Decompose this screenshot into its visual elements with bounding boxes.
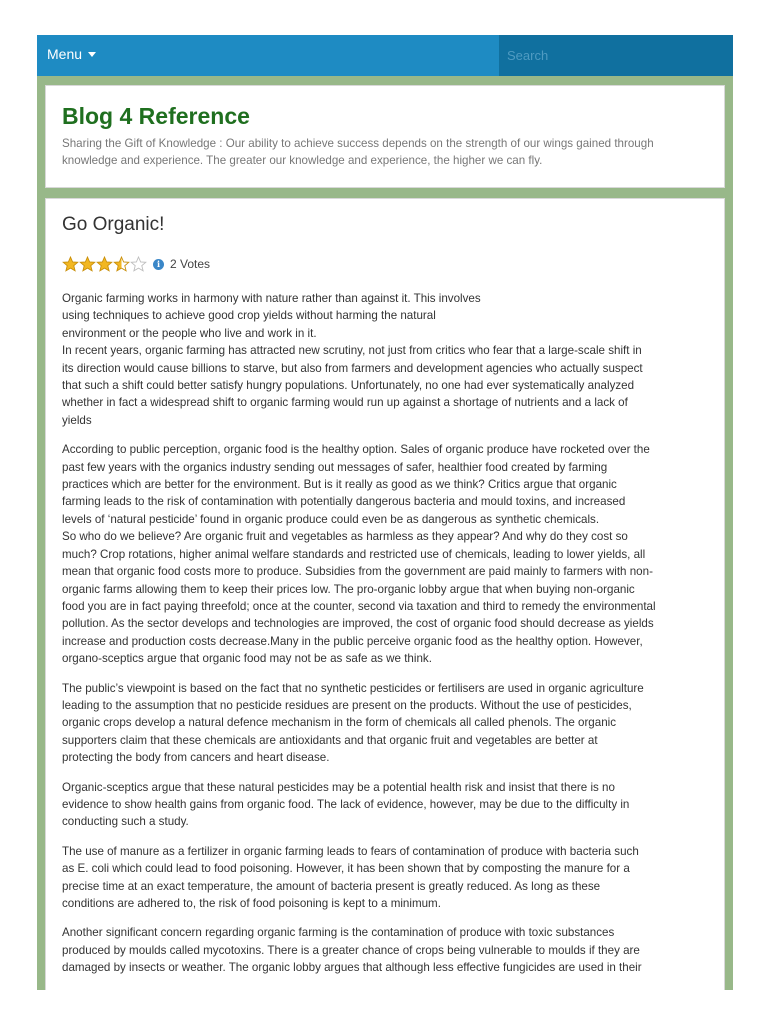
- paragraph-line: leading to the assumption that no pesticide residues are present on the products. Without the use of pesticides,: [62, 698, 632, 712]
- paragraph-line: as E. coli which could lead to food poisoning. However, it has been shown that by composting the manure for a: [62, 862, 630, 876]
- star-empty-icon[interactable]: [130, 256, 147, 272]
- post-paragraph: [62, 779, 708, 831]
- votes-count: 2 Votes: [170, 257, 211, 271]
- paragraph-line: produced by moulds called mycotoxins. There is a greater chance of crops being vulnerable to moulds if they are: [62, 943, 640, 957]
- caret-down-icon: [88, 52, 96, 57]
- top-navbar: [37, 35, 733, 76]
- paragraph-line: precise time at an exact temperature, the amount of bacteria present is greatly reduced. As long as these: [62, 879, 601, 893]
- site-description: [62, 135, 708, 169]
- stars-group[interactable]: [62, 256, 147, 272]
- post-card: [45, 198, 725, 990]
- star-filled-icon[interactable]: [79, 256, 96, 272]
- post-paragraph: [62, 843, 708, 913]
- paragraph-line: that such a shift could better satisfy hungry populations. Unfortunately, no one had ever systematically analyzed: [62, 379, 635, 393]
- paragraph-line: Organic-sceptics argue that these natural pesticides may be a potential health risk and insist that there is no: [62, 780, 615, 794]
- star-filled-icon[interactable]: [62, 256, 79, 272]
- search-input[interactable]: [499, 35, 733, 76]
- page-frame: [37, 35, 733, 990]
- post-body: [62, 290, 708, 977]
- paragraph-line: So who do we believe? Are organic fruit and vegetables as harmless as they appear? And why do they cost so: [62, 530, 628, 544]
- paragraph-line: yields: [62, 413, 92, 427]
- paragraph-line: organo-sceptics argue that organic food may not be as safe as we think.: [62, 652, 432, 666]
- paragraph-line: levels of ‘natural pesticide’ found in organic produce could even be as dangerous as synthetic chemicals.: [62, 512, 600, 526]
- paragraph-line: The public’s viewpoint is based on the fact that no synthetic pesticides or fertilisers are used in organic agriculture: [62, 681, 644, 695]
- site-description-line: knowledge and experience. The greater our knowledge and experience, the higher we can fly.: [62, 154, 543, 167]
- paragraph-line: The use of manure as a fertilizer in organic farming leads to fears of contamination of produce with bacteria such: [62, 844, 639, 858]
- paragraph-line: supporters claim that these chemicals are antioxidants and that organic fruit and vegetables are better at: [62, 733, 598, 747]
- post-title: Go Organic!: [62, 214, 165, 235]
- paragraph-line: mean that organic food costs more to produce. Subsidies from the government are paid mainly to farmers with non-: [62, 565, 653, 579]
- post-paragraph: [62, 441, 708, 667]
- star-filled-icon[interactable]: [96, 256, 113, 272]
- menu-button[interactable]: [47, 35, 96, 76]
- paragraph-line: damaged by insects or weather. The organic lobby argues that although less effective fungicides are used in their: [62, 961, 642, 975]
- paragraph-line: Organic farming works in harmony with nature rather than against it. This involves: [62, 292, 481, 305]
- site-header: [45, 85, 725, 188]
- post-paragraph: [62, 680, 708, 767]
- info-icon[interactable]: i: [153, 259, 164, 270]
- paragraph-line: According to public perception, organic food is the healthy option. Sales of organic produce have rocketed over the: [62, 443, 650, 457]
- paragraph-line: evidence to show health gains from organic food. The lack of evidence, however, may be due to the difficulty in: [62, 797, 630, 811]
- post-paragraph: [62, 290, 708, 429]
- paragraph-line: organic crops develop a natural defence mechanism in the form of chemicals all called phenols. The organic: [62, 716, 617, 730]
- paragraph-line: food you are in fact paying threefold; once at the counter, second via taxation and third to remedy the environmental: [62, 599, 656, 613]
- paragraph-line: much? Crop rotations, higher animal welfare standards and restricted use of chemicals, leading to lower yields, all: [62, 547, 646, 561]
- paragraph-line: increase and production costs decrease.Many in the public perceive organic food as the healthy option. However,: [62, 634, 643, 648]
- paragraph-line: its direction would cause billions to starve, but also from farmers and development agencies who actually suspect: [62, 361, 643, 375]
- paragraph-line: organic farms allowing them to keep their prices low. The pro-organic lobby argue that when buying non-organic: [62, 582, 635, 596]
- site-description-line: Sharing the Gift of Knowledge : Our ability to achieve success depends on the strength of our wings gained through: [62, 137, 654, 150]
- paragraph-line: whether in fact a widespread shift to organic farming would run up against a shortage of nutrients and a lack of: [62, 396, 628, 410]
- paragraph-line: protecting the body from cancers and heart disease.: [62, 751, 330, 765]
- paragraph-line: Another significant concern regarding organic farming is the contamination of produce with toxic substances: [62, 926, 615, 940]
- paragraph-line: past few years with the organics industry sending out messages of safer, healthier food created by farming: [62, 460, 608, 474]
- paragraph-line: pollution. As the sector develops and technologies are improved, the cost of organic food should decrease as yields: [62, 617, 654, 631]
- paragraph-line: conducting such a study.: [62, 815, 189, 829]
- paragraph-line: In recent years, organic farming has attracted new scrutiny, not just from critics who fear that a large-scale shift in: [62, 344, 642, 358]
- paragraph-line: farming leads to the risk of contamination with potentially dangerous bacteria and mould toxins, and increased: [62, 495, 626, 509]
- post-paragraph: [62, 924, 708, 976]
- menu-label: Menu: [47, 46, 83, 62]
- paragraph-line: practices which are better for the environment. But is it really as good as we think? Critics argue that organic: [62, 478, 617, 492]
- paragraph-line: conditions are adhered to, the risk of food poisoning is kept to a minimum.: [62, 897, 441, 910]
- paragraph-line: environment or the people who live and work in it.: [62, 326, 317, 340]
- star-rating: [62, 256, 708, 272]
- star-half-icon[interactable]: [113, 256, 130, 272]
- paragraph-line: using techniques to achieve good crop yields without harming the natural: [62, 309, 436, 323]
- site-title[interactable]: Blog 4 Reference: [62, 103, 250, 129]
